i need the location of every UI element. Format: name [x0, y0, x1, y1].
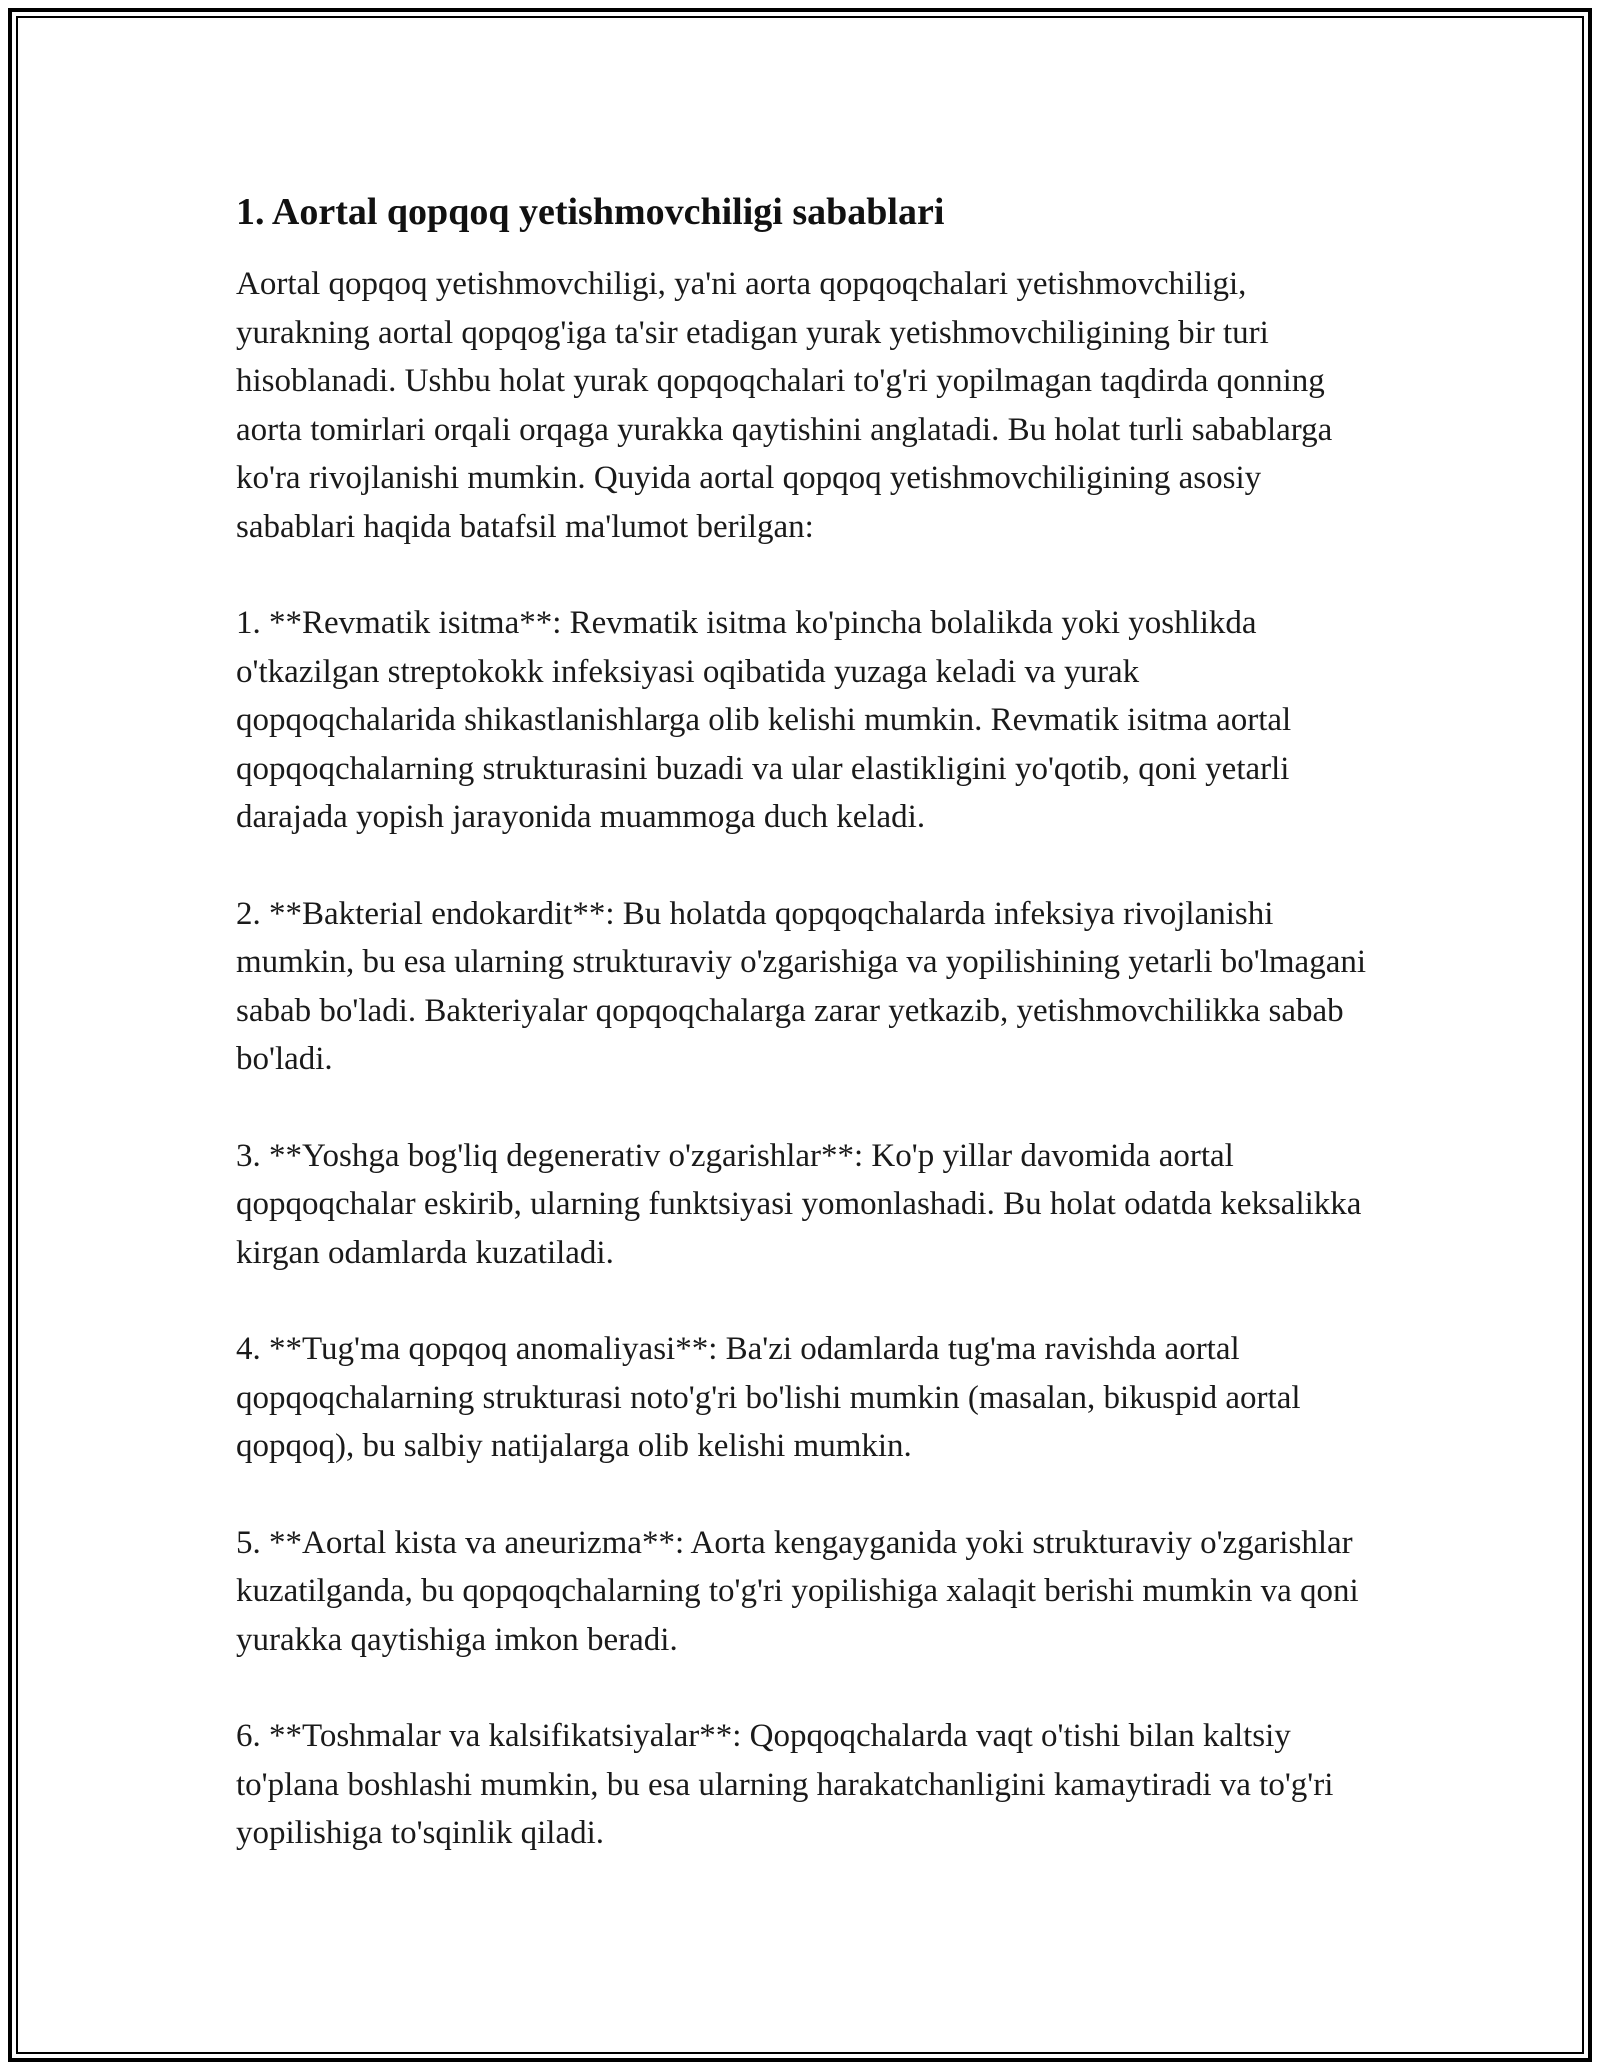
list-item: 3. **Yoshga bog'liq degenerativ o'zgarishlar**: Ko'p yillar davomida aortal qopqoqchalar eskirib, ularning funktsiyasi yomonlashadi. Bu holat odatda keksalikka kirgan odamlarda kuzatiladi. [236, 1137, 1362, 1271]
list-item: 1. **Revmatik isitma**: Revmatik isitma ko'pincha bolalikda yoki yoshlikda o'tkazilgan streptokokk infeksiyasi oqibatida yuzaga keladi va yurak qopqoqchalarida shikastlanishlarga olib kelishi mumkin. Revmatik isitma aortal qopqoqchalarning strukturasini buzadi va ular elastikligini yo'qotib, qoni yetarli darajada yopish jarayonida muammoga duch keladi. [236, 605, 1292, 835]
intro-paragraph: Aortal qopqoq yetishmovchiligi, ya'ni aorta qopqoqchalari yetishmovchiligi, yurakning aortal qopqog'iga ta'sir etadigan yurak yetishmovchiligining bir turi hisoblanadi. Ushbu holat yurak qopqoqchalari to'g'ri yopilmagan taqdirda qonning aorta tomirlari orqali orqaga yurakka qaytishini anglatadi. Bu holat turli sabablarga ko'ra rivojlanishi mumkin. Quyida aortal qopqoq yetishmovchiligining asosiy sabablari haqida batafsil ma'lumot berilgan: [236, 266, 1333, 545]
list-item: 6. **Toshmalar va kalsifikatsiyalar**: Qopqoqchalarda vaqt o'tishi bilan kaltsiy to'plana boshlashi mumkin, bu esa ularning harakatchanligini kamaytiradi va to'g'ri yopilishiga to'sqinlik qiladi. [236, 1718, 1334, 1851]
document-body [236, 186, 1366, 1906]
list-item: 4. **Tug'ma qopqoq anomaliyasi**: Ba'zi odamlarda tug'ma ravishda aortal qopqoqchalarning strukturasi noto'g'ri bo'lishi mumkin (masalan, bikuspid aortal qopqoq), bu salbiy natijalarga olib kelishi mumkin. [236, 1331, 1301, 1464]
list-item: 5. **Aortal kista va aneurizma**: Aorta kengayganida yoki strukturaviy o'zgarishlar kuzatilganda, bu qopqoqchalarning to'g'ri yopilishiga xalaqit berishi mumkin va qoni yurakka qaytishiga imkon beradi. [236, 1524, 1359, 1658]
list-item: 2. **Bakterial endokardit**: Bu holatda qopqoqchalarda infeksiya rivojlanishi mumkin, bu esa ularning strukturaviy o'zgarishiga va yopilishining yetarli bo'lmagani sabab bo'ladi. Bakteriyalar qopqoqchalarga zarar yetkazib, yetishmovchilikka sabab bo'ladi. [236, 895, 1367, 1077]
document-title: 1. Aortal qopqoq yetishmovchiligi sabablari [236, 191, 945, 233]
